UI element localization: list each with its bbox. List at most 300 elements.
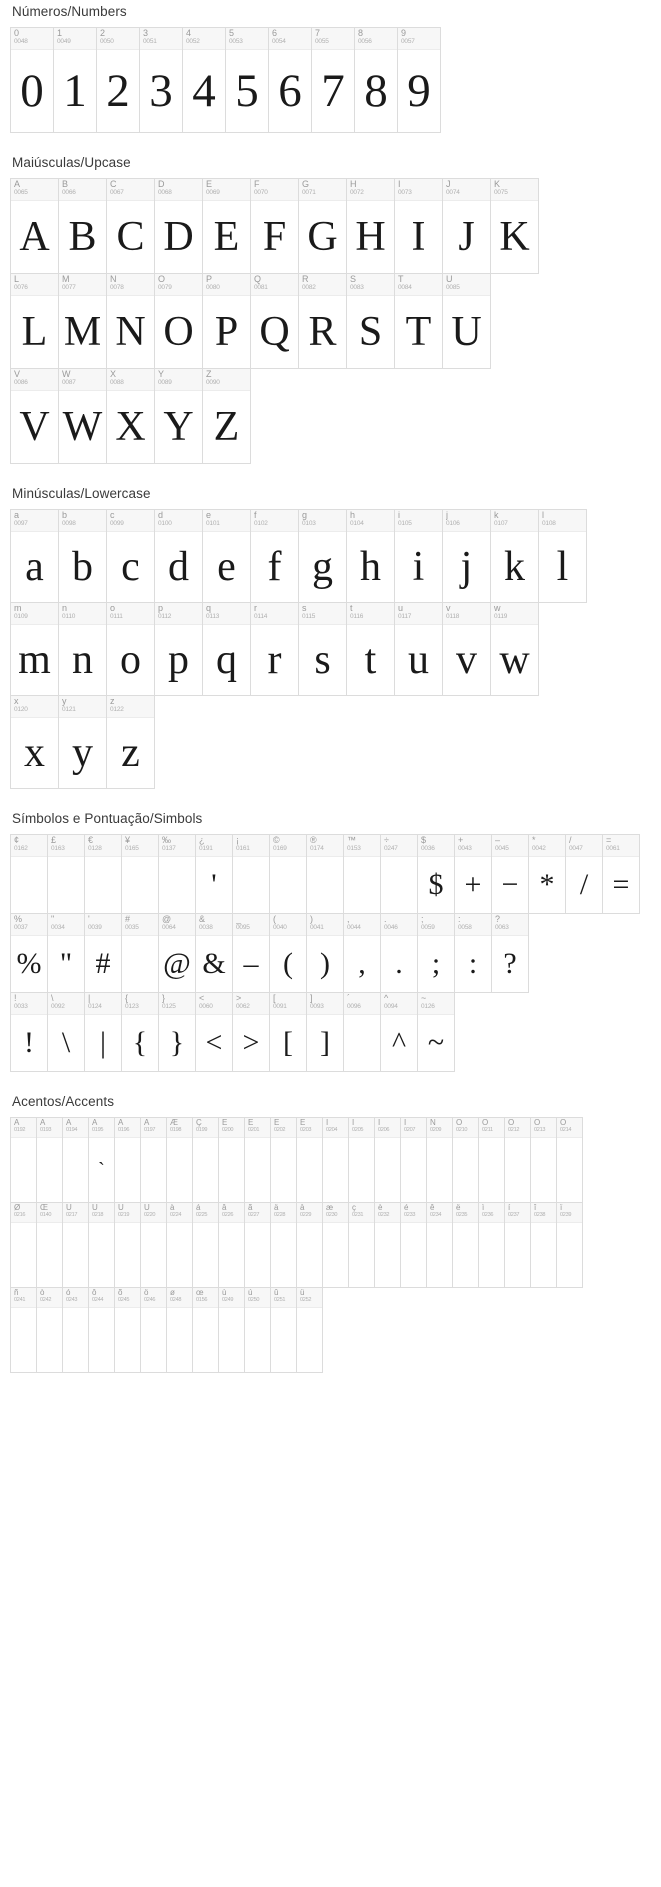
glyph-sample: I bbox=[411, 214, 426, 260]
glyph-cell[interactable] bbox=[492, 914, 529, 992]
glyph-cell[interactable] bbox=[63, 1203, 89, 1287]
glyph-meta bbox=[122, 993, 158, 1015]
glyph-cell[interactable] bbox=[233, 835, 270, 913]
glyph-cell[interactable] bbox=[557, 1118, 583, 1202]
glyph-code-label: 0072 bbox=[350, 189, 364, 196]
glyph-meta bbox=[307, 993, 343, 1015]
glyph-cell[interactable] bbox=[349, 1118, 375, 1202]
glyph-cell[interactable] bbox=[381, 914, 418, 992]
glyph-cell[interactable] bbox=[455, 835, 492, 913]
glyph-cell[interactable] bbox=[97, 28, 140, 132]
glyph-sample bbox=[245, 1138, 270, 1202]
glyph-sample bbox=[349, 1138, 374, 1202]
glyph-code-label: 0040 bbox=[273, 924, 287, 931]
glyph-char-label: : bbox=[458, 915, 461, 924]
glyph-meta bbox=[297, 1118, 322, 1138]
glyph-cell[interactable] bbox=[48, 914, 85, 992]
glyph-char-label: Ç bbox=[196, 1119, 202, 1127]
glyph-cell[interactable] bbox=[54, 28, 97, 132]
glyph-cell[interactable] bbox=[233, 914, 270, 992]
glyph-char-label: w bbox=[494, 604, 501, 613]
glyph-cell[interactable] bbox=[63, 1288, 89, 1372]
glyph-char-label: q bbox=[206, 604, 212, 613]
glyph-cell[interactable] bbox=[443, 179, 491, 273]
glyph-cell[interactable] bbox=[347, 179, 395, 273]
glyph-sample bbox=[193, 1308, 218, 1372]
glyph-cell[interactable] bbox=[155, 603, 203, 695]
glyph-char-label: õ bbox=[118, 1289, 123, 1297]
glyph-meta bbox=[11, 369, 58, 391]
glyph-sample: Z bbox=[213, 404, 240, 450]
glyph-cell[interactable] bbox=[271, 1118, 297, 1202]
glyph-char-label: ) bbox=[310, 915, 313, 924]
glyph-meta bbox=[193, 1203, 218, 1223]
glyph-char-label: É bbox=[248, 1119, 254, 1127]
glyph-cell[interactable] bbox=[11, 1203, 37, 1287]
glyph-code-label: 0123 bbox=[125, 1003, 139, 1010]
glyph-cell[interactable] bbox=[603, 835, 640, 913]
glyph-cell[interactable] bbox=[155, 179, 203, 273]
glyph-meta bbox=[381, 914, 417, 936]
glyph-sample bbox=[297, 1308, 322, 1372]
glyph-cell[interactable] bbox=[251, 603, 299, 695]
glyph-cell[interactable] bbox=[347, 603, 395, 695]
glyph-sample bbox=[115, 1308, 140, 1372]
glyph-sample: r bbox=[267, 637, 282, 683]
glyph-cell[interactable] bbox=[539, 510, 587, 602]
glyph-cell[interactable] bbox=[381, 835, 418, 913]
glyph-cell[interactable] bbox=[479, 1118, 505, 1202]
glyph-code-label: 0083 bbox=[350, 284, 364, 291]
glyph-sample bbox=[375, 1223, 400, 1287]
glyph-char-label: ] bbox=[310, 994, 313, 1003]
glyph-meta bbox=[155, 510, 202, 532]
glyph-cell[interactable] bbox=[245, 1288, 271, 1372]
glyph-code-label: 0074 bbox=[446, 189, 460, 196]
glyph-meta bbox=[453, 1118, 478, 1138]
glyph-code-label: 0101 bbox=[206, 520, 220, 527]
glyph-cell[interactable] bbox=[443, 274, 491, 368]
glyph-cell[interactable] bbox=[271, 1288, 297, 1372]
glyph-cell[interactable] bbox=[529, 835, 566, 913]
glyph-cell[interactable] bbox=[48, 993, 85, 1071]
glyph-cell[interactable] bbox=[557, 1203, 583, 1287]
glyph-sample: > bbox=[242, 1026, 260, 1059]
glyph-code-label: 0118 bbox=[446, 613, 460, 620]
glyph-sample: } bbox=[169, 1026, 185, 1059]
glyph-cell[interactable] bbox=[115, 1288, 141, 1372]
glyph-cell[interactable] bbox=[107, 369, 155, 463]
glyph-meta bbox=[297, 1203, 322, 1223]
glyph-cell[interactable] bbox=[219, 1118, 245, 1202]
glyph-code-label: 0063 bbox=[495, 924, 509, 931]
glyph-char-label: K bbox=[494, 180, 501, 189]
glyph-meta bbox=[219, 1288, 244, 1308]
glyph-cell[interactable] bbox=[375, 1118, 401, 1202]
glyph-meta bbox=[219, 1203, 244, 1223]
glyph-cell[interactable] bbox=[219, 1203, 245, 1287]
glyph-code-label: 0140 bbox=[40, 1212, 52, 1218]
glyph-cell[interactable] bbox=[122, 914, 159, 992]
glyph-cell[interactable] bbox=[107, 274, 155, 368]
glyph-sample bbox=[505, 1138, 530, 1202]
glyph-cell[interactable] bbox=[11, 993, 48, 1071]
glyph-meta bbox=[167, 1288, 192, 1308]
glyph-cell[interactable] bbox=[89, 1203, 115, 1287]
glyph-cell[interactable] bbox=[59, 179, 107, 273]
glyph-cell[interactable] bbox=[395, 510, 443, 602]
glyph-cell[interactable] bbox=[122, 835, 159, 913]
glyph-meta bbox=[59, 696, 106, 718]
glyph-char-label: R bbox=[302, 275, 309, 284]
glyph-cell[interactable] bbox=[11, 28, 54, 132]
glyph-sample: : bbox=[468, 947, 478, 980]
glyph-code-label: 0047 bbox=[569, 845, 583, 852]
glyph-sample: K bbox=[499, 214, 530, 260]
glyph-cell[interactable] bbox=[375, 1203, 401, 1287]
glyph-cell[interactable] bbox=[196, 914, 233, 992]
glyph-cell[interactable] bbox=[89, 1288, 115, 1372]
glyph-cell[interactable] bbox=[107, 179, 155, 273]
glyph-char-label: ! bbox=[14, 994, 17, 1003]
glyph-code-label: 0238 bbox=[534, 1212, 546, 1218]
glyph-cell[interactable] bbox=[59, 510, 107, 602]
glyph-cell[interactable] bbox=[443, 603, 491, 695]
glyph-char-label: N bbox=[110, 275, 117, 284]
glyph-char-label: X bbox=[110, 370, 117, 379]
glyph-meta bbox=[443, 603, 490, 625]
glyph-cell[interactable] bbox=[196, 835, 233, 913]
glyph-cell[interactable] bbox=[453, 1118, 479, 1202]
glyph-cell[interactable] bbox=[89, 1118, 115, 1202]
glyph-cell[interactable] bbox=[453, 1203, 479, 1287]
glyph-char-label: á bbox=[196, 1204, 201, 1212]
glyph-sample: ? bbox=[503, 947, 517, 980]
glyph-meta bbox=[271, 1288, 296, 1308]
glyph-cell[interactable] bbox=[115, 1118, 141, 1202]
glyph-cell[interactable] bbox=[155, 274, 203, 368]
glyph-meta bbox=[347, 510, 394, 532]
glyph-meta bbox=[11, 835, 47, 857]
glyph-sample: l bbox=[556, 544, 569, 590]
glyph-code-label: 0055 bbox=[315, 38, 329, 45]
glyph-char-label: Ö bbox=[560, 1119, 567, 1127]
glyph-code-label: 0038 bbox=[199, 924, 213, 931]
glyph-cell[interactable] bbox=[297, 1288, 323, 1372]
glyph-code-label: 0245 bbox=[118, 1297, 130, 1303]
glyph-meta bbox=[167, 1203, 192, 1223]
glyph-meta bbox=[48, 914, 84, 936]
glyph-code-label: 0075 bbox=[494, 189, 508, 196]
glyph-cell[interactable] bbox=[140, 28, 183, 132]
glyph-char-label: È bbox=[222, 1119, 228, 1127]
glyph-cell[interactable] bbox=[491, 179, 539, 273]
glyph-cell[interactable] bbox=[349, 1203, 375, 1287]
glyph-cell[interactable] bbox=[269, 28, 312, 132]
glyph-cell[interactable] bbox=[395, 179, 443, 273]
glyph-cell[interactable] bbox=[443, 510, 491, 602]
glyph-cell[interactable] bbox=[107, 696, 155, 788]
glyph-cell[interactable] bbox=[355, 28, 398, 132]
glyph-sample: ' bbox=[211, 868, 217, 901]
glyph-code-label: 0042 bbox=[532, 845, 546, 852]
glyph-cell[interactable] bbox=[505, 1203, 531, 1287]
glyph-code-label: 0043 bbox=[458, 845, 472, 852]
glyph-code-label: 0235 bbox=[456, 1212, 468, 1218]
glyph-cell[interactable] bbox=[299, 274, 347, 368]
glyph-cell[interactable] bbox=[479, 1203, 505, 1287]
glyph-cell[interactable] bbox=[11, 1118, 37, 1202]
glyph-char-label: u bbox=[398, 604, 404, 613]
glyph-row bbox=[10, 178, 539, 274]
glyph-cell[interactable] bbox=[344, 993, 381, 1071]
glyph-cell[interactable] bbox=[59, 696, 107, 788]
glyph-cell[interactable] bbox=[48, 835, 85, 913]
glyph-cell[interactable] bbox=[307, 914, 344, 992]
glyph-cell[interactable] bbox=[203, 603, 251, 695]
glyph-sample: [ bbox=[283, 1026, 293, 1059]
glyph-meta bbox=[307, 914, 343, 936]
glyph-cell[interactable] bbox=[245, 1118, 271, 1202]
glyph-code-label: 0251 bbox=[274, 1297, 286, 1303]
glyph-cell[interactable] bbox=[159, 993, 196, 1071]
glyph-char-label: M bbox=[62, 275, 70, 284]
glyph-meta bbox=[11, 1118, 36, 1138]
glyph-cell[interactable] bbox=[167, 1288, 193, 1372]
glyph-code-label: 0202 bbox=[274, 1127, 286, 1133]
glyph-cell[interactable] bbox=[531, 1118, 557, 1202]
glyph-cell[interactable] bbox=[203, 369, 251, 463]
glyph-cell[interactable] bbox=[11, 179, 59, 273]
glyph-char-label: 3 bbox=[143, 29, 149, 38]
glyph-cell[interactable] bbox=[427, 1203, 453, 1287]
glyph-code-label: 0209 bbox=[430, 1127, 442, 1133]
section-title: Acentos/Accents bbox=[12, 1094, 115, 1109]
glyph-cell[interactable] bbox=[63, 1118, 89, 1202]
glyph-code-label: 0126 bbox=[421, 1003, 435, 1010]
glyph-cell[interactable] bbox=[418, 914, 455, 992]
glyph-cell[interactable] bbox=[226, 28, 269, 132]
glyph-cell[interactable] bbox=[418, 993, 455, 1071]
glyph-meta bbox=[11, 696, 58, 718]
glyph-char-label: 9 bbox=[401, 29, 407, 38]
glyph-cell[interactable] bbox=[566, 835, 603, 913]
glyph-cell[interactable] bbox=[297, 1118, 323, 1202]
glyph-char-label: h bbox=[350, 511, 356, 520]
glyph-meta bbox=[11, 28, 53, 50]
glyph-meta bbox=[566, 835, 602, 857]
glyph-cell[interactable] bbox=[59, 274, 107, 368]
glyph-cell[interactable] bbox=[270, 835, 307, 913]
glyph-cell[interactable] bbox=[491, 510, 539, 602]
glyph-sample bbox=[349, 1223, 374, 1287]
glyph-char-label: ø bbox=[170, 1289, 175, 1297]
glyph-cell[interactable] bbox=[196, 993, 233, 1071]
glyph-cell[interactable] bbox=[141, 1203, 167, 1287]
glyph-meta bbox=[155, 274, 202, 296]
glyph-code-label: 0102 bbox=[254, 520, 268, 527]
glyph-cell[interactable] bbox=[203, 510, 251, 602]
glyph-cell[interactable] bbox=[344, 914, 381, 992]
glyph-cell[interactable] bbox=[11, 914, 48, 992]
glyph-cell[interactable] bbox=[395, 274, 443, 368]
glyph-char-label: ú bbox=[248, 1289, 253, 1297]
glyph-code-label: 0233 bbox=[404, 1212, 416, 1218]
glyph-char-label: ' bbox=[88, 915, 90, 924]
glyph-cell[interactable] bbox=[401, 1118, 427, 1202]
glyph-meta bbox=[323, 1118, 348, 1138]
glyph-cell[interactable] bbox=[531, 1203, 557, 1287]
glyph-cell[interactable] bbox=[381, 993, 418, 1071]
glyph-char-label: ì bbox=[482, 1204, 485, 1212]
glyph-cell[interactable] bbox=[159, 914, 196, 992]
glyph-cell[interactable] bbox=[159, 835, 196, 913]
glyph-sample bbox=[344, 857, 380, 913]
glyph-cell[interactable] bbox=[323, 1203, 349, 1287]
glyph-char-label: Í bbox=[352, 1119, 355, 1127]
glyph-cell[interactable] bbox=[37, 1288, 63, 1372]
glyph-cell[interactable] bbox=[347, 274, 395, 368]
glyph-cell[interactable] bbox=[11, 696, 59, 788]
glyph-cell[interactable] bbox=[59, 603, 107, 695]
glyph-cell[interactable] bbox=[398, 28, 441, 132]
glyph-sample: j bbox=[460, 544, 473, 590]
glyph-cell[interactable] bbox=[167, 1203, 193, 1287]
glyph-code-label: 0069 bbox=[206, 189, 220, 196]
glyph-sample: c bbox=[121, 544, 140, 590]
glyph-cell[interactable] bbox=[122, 993, 159, 1071]
glyph-section bbox=[0, 0, 661, 133]
glyph-cell[interactable] bbox=[299, 179, 347, 273]
glyph-char-label: U bbox=[446, 275, 453, 284]
glyph-cell[interactable] bbox=[11, 1288, 37, 1372]
glyph-cell[interactable] bbox=[307, 993, 344, 1071]
glyph-cell[interactable] bbox=[418, 835, 455, 913]
glyph-cell[interactable] bbox=[245, 1203, 271, 1287]
glyph-cell[interactable] bbox=[299, 603, 347, 695]
glyph-code-label: 0103 bbox=[302, 520, 316, 527]
glyph-cell[interactable] bbox=[307, 835, 344, 913]
glyph-sample bbox=[122, 857, 158, 913]
glyph-cell[interactable] bbox=[141, 1118, 167, 1202]
glyph-row bbox=[10, 834, 640, 914]
glyph-cell[interactable] bbox=[395, 603, 443, 695]
glyph-char-label: & bbox=[199, 915, 206, 924]
glyph-code-label: 0137 bbox=[162, 845, 176, 852]
glyph-cell[interactable] bbox=[155, 369, 203, 463]
glyph-meta bbox=[11, 1203, 36, 1223]
glyph-cell[interactable] bbox=[219, 1288, 245, 1372]
glyph-cell[interactable] bbox=[251, 274, 299, 368]
glyph-cell[interactable] bbox=[271, 1203, 297, 1287]
glyph-code-label: 0229 bbox=[300, 1212, 312, 1218]
glyph-cell[interactable] bbox=[297, 1203, 323, 1287]
glyph-cell[interactable] bbox=[193, 1203, 219, 1287]
glyph-cell[interactable] bbox=[11, 274, 59, 368]
glyph-cell[interactable] bbox=[85, 835, 122, 913]
glyph-code-label: 0071 bbox=[302, 189, 316, 196]
glyph-cell[interactable] bbox=[85, 993, 122, 1071]
glyph-cell[interactable] bbox=[11, 603, 59, 695]
glyph-code-label: 0044 bbox=[347, 924, 361, 931]
glyph-cell[interactable] bbox=[299, 510, 347, 602]
glyph-cell[interactable] bbox=[344, 835, 381, 913]
glyph-sample bbox=[167, 1138, 192, 1202]
glyph-cell[interactable] bbox=[427, 1118, 453, 1202]
glyph-cell[interactable] bbox=[491, 603, 539, 695]
glyph-cell[interactable] bbox=[505, 1118, 531, 1202]
glyph-cell[interactable] bbox=[141, 1288, 167, 1372]
glyph-cell[interactable] bbox=[59, 369, 107, 463]
glyph-cell[interactable] bbox=[37, 1203, 63, 1287]
glyph-cell[interactable] bbox=[193, 1288, 219, 1372]
glyph-cell[interactable] bbox=[347, 510, 395, 602]
glyph-char-label: ü bbox=[300, 1289, 305, 1297]
glyph-code-label: 0062 bbox=[236, 1003, 250, 1010]
glyph-cell[interactable] bbox=[270, 993, 307, 1071]
glyph-meta bbox=[251, 179, 298, 201]
glyph-sample bbox=[193, 1223, 218, 1287]
glyph-meta bbox=[183, 28, 225, 50]
glyph-cell[interactable] bbox=[115, 1203, 141, 1287]
glyph-cell[interactable] bbox=[183, 28, 226, 132]
glyph-char-label: Ô bbox=[508, 1119, 515, 1127]
glyph-sample bbox=[453, 1138, 478, 1202]
glyph-sample: H bbox=[355, 214, 386, 260]
glyph-cell[interactable] bbox=[203, 274, 251, 368]
glyph-cell[interactable] bbox=[455, 914, 492, 992]
glyph-char-label: | bbox=[88, 994, 91, 1003]
glyph-sample bbox=[245, 1223, 270, 1287]
glyph-char-label: Û bbox=[118, 1204, 124, 1212]
glyph-char-label: f bbox=[254, 511, 257, 520]
glyph-cell[interactable] bbox=[312, 28, 355, 132]
glyph-cell[interactable] bbox=[167, 1118, 193, 1202]
glyph-char-label: Ñ bbox=[430, 1119, 436, 1127]
glyph-cell[interactable] bbox=[107, 510, 155, 602]
glyph-cell[interactable] bbox=[233, 993, 270, 1071]
glyph-cell[interactable] bbox=[37, 1118, 63, 1202]
glyph-meta bbox=[48, 835, 84, 857]
glyph-char-label: Ü bbox=[144, 1204, 150, 1212]
glyph-cell[interactable] bbox=[155, 510, 203, 602]
glyph-meta bbox=[89, 1118, 114, 1138]
glyph-cell[interactable] bbox=[251, 179, 299, 273]
glyph-cell[interactable] bbox=[11, 510, 59, 602]
glyph-sample: 9 bbox=[407, 65, 431, 117]
glyph-cell[interactable] bbox=[203, 179, 251, 273]
glyph-cell[interactable] bbox=[107, 603, 155, 695]
glyph-meta bbox=[63, 1288, 88, 1308]
glyph-cell[interactable] bbox=[492, 835, 529, 913]
glyph-cell[interactable] bbox=[85, 914, 122, 992]
glyph-cell[interactable] bbox=[11, 835, 48, 913]
glyph-code-label: 0066 bbox=[62, 189, 76, 196]
glyph-cell[interactable] bbox=[251, 510, 299, 602]
glyph-cell[interactable] bbox=[11, 369, 59, 463]
glyph-char-label: B bbox=[62, 180, 69, 189]
glyph-cell[interactable] bbox=[270, 914, 307, 992]
glyph-sample bbox=[375, 1138, 400, 1202]
glyph-cell[interactable] bbox=[193, 1118, 219, 1202]
glyph-sample bbox=[115, 1223, 140, 1287]
glyph-sample bbox=[11, 1223, 36, 1287]
glyph-cell[interactable] bbox=[323, 1118, 349, 1202]
glyph-meta bbox=[443, 510, 490, 532]
glyph-code-label: 0108 bbox=[542, 520, 556, 527]
glyph-char-label: ´ bbox=[347, 994, 350, 1003]
glyph-cell[interactable] bbox=[401, 1203, 427, 1287]
